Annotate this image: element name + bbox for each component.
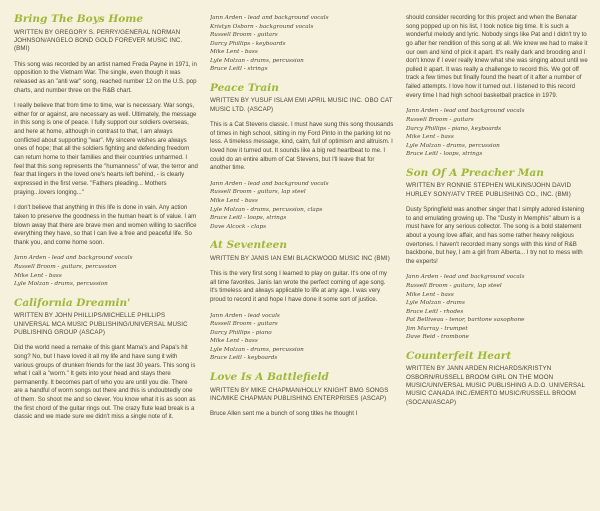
personnel-entry: Bruce Leitl - keyboards (210, 355, 278, 362)
song-section (210, 83, 394, 231)
personnel-entry: Mike Lent - bass (210, 49, 258, 56)
song-section (14, 298, 198, 422)
personnel-entry: Dave Reid - trombone (406, 334, 469, 341)
songwriter-credit: WRITTEN BY JANN ARDEN RICHARDS/KRISTYN OSBORN/RUSSELL BROOM GIRL ON THE MOON MUSIC/UNIVERSAL MUSIC PUBLISHING A.D.O. UNIVERSAL MUSIC CANADA INC./EMERTO MUSIC/RUSSELL BROOM (SOCAN/ASCAP) (406, 365, 585, 406)
personnel-entry: Lyle Molzan - drums, percussion (210, 346, 304, 353)
personnel-entry: Mike Lent - bass (210, 338, 258, 345)
personnel-list (210, 312, 394, 363)
song-note-paragraph: Did the world need a remake of this giant Mama's and Papa's hit song? No, but I have loved it all my life and have sung it with various groups of drunken friends for the last 30 years. This song is what I call a "worm." It gets into your head and stays there permanently. It becomes part of who you are until you die. There are a handful of worm songs out there and this is undoubtedly one of them. So shoot me and so clever. You know what it is as soon as the first chord of the guitar rings out. The crazy flute lead break is a classic and we made sure we didn't miss a single note of it. (14, 344, 196, 421)
personnel-entry: Lyle Molzan - drums (406, 300, 465, 307)
song-title: Son Of A Preacher Man (406, 166, 544, 179)
song-title: Counterfeit Heart (406, 349, 512, 362)
personnel-entry: Mike Lent - bass (210, 198, 258, 205)
song-note-paragraph: Dusty Springfield was another singer that I simply adored listening to and emulating growing up. The "Dusty in Memphis" album is a must have for any serious collector. The song is a bold statement about a young love affair, and has some rather heavy religious overtones. I haven't recorded many songs with this kind of R&B backbone, but hey, I am a girl from Alberta... I try not to mess with the experts! (406, 205, 585, 265)
personnel-entry: Russell Broom - guitars, percussion (14, 263, 117, 270)
song-note-paragraph: should consider recording for this project and when the Benatar song popped up on his list, I took notice big time. It is such a wonderful melody and lyric. Nobody sings like Pat and I didn't try to go after her rendition of this song at all. We knew we had to make it our own and kind of pick it apart. It's really dark and brooding and I don't know if I ever really knew what she was singing about until we pulled it apart. It was really a challenge to record this. We got off track a few times but finally found the heart of it after a number of failed attempts. I love how it turned out. I listened to this record every time I had high school basketball practice in 1979. (406, 14, 588, 99)
personnel-entry: Jann Arden - lead and background vocals (210, 180, 329, 187)
song-section (14, 14, 198, 289)
personnel-list (406, 107, 590, 158)
song-title: Bring The Boys Home (14, 14, 144, 25)
personnel-entry: Pat Belliveau - tenor, baritone saxophone (406, 317, 525, 324)
song-note-paragraph: I don't believe that anything in this life is done in vain. Any action taken to preserve the goodness in the human heart is of value. I am blown away that there are brave men and women willing to sacrifice everything they have, so that I can live a free and peaceful life. So thank you, and come home soon. (14, 204, 197, 246)
song-note-paragraph: I really believe that from time to time, war is necessary. War songs, either for or against, are necessary as well. Ultimately, the message in this song is one of peace. I fully support our soldiers overseas, and here at home, although in contrast to that, I am always conflicted about supporting "war". My sincere wishes are always ones of hope; that all the soldiers fighting and defending freedom can return home to their families and their countries unharmed. I feel that this song represents the "humanness" of war, the terror and fear that lingers in the loved one's hearts left behind, - is clearly expressed in the first verse. "Fathers pleading... Mothers praying...lovers longing..." (14, 102, 198, 196)
personnel-entry: Jim Murray - trumpet (406, 325, 468, 332)
personnel-entry: Jann Arden - lead and background vocals (210, 15, 329, 21)
song-title: Love Is A Battlefield (210, 370, 329, 383)
song-section (406, 168, 590, 342)
personnel-entry: Darcy Phillips - keyboards (210, 40, 286, 47)
personnel-entry: Mike Lent - bass (14, 272, 62, 279)
personnel-entry: Darcy Phillips - piano (210, 329, 272, 336)
song-note-paragraph: Bruce Allen sent me a bunch of song titles he thought I (210, 410, 358, 418)
song-title: California Dreamin' (14, 296, 131, 309)
song-section (406, 14, 590, 159)
column-3 (406, 14, 590, 511)
personnel-entry: Russell Broom - guitars (210, 321, 278, 328)
personnel-entry: Russell Broom - guitars (406, 116, 474, 123)
personnel-entry: Lyle Molzan - drums, percussion (14, 281, 108, 288)
song-section (210, 240, 394, 363)
personnel-list (210, 180, 394, 231)
personnel-entry: Dave Alcock - claps (210, 223, 266, 230)
personnel-entry: Darcy Phillips - piano, keyboards (406, 125, 502, 132)
personnel-entry: Mike Lent - bass (406, 291, 454, 298)
personnel-list (210, 14, 394, 74)
personnel-entry: Lyle Molzan - drums, percussion (406, 142, 500, 149)
song-title: Peace Train (210, 81, 279, 94)
song-section (210, 372, 394, 419)
song-title: At Seventeen (210, 239, 287, 252)
personnel-entry: Jann Arden - lead and background vocals (14, 255, 133, 262)
songwriter-credit: WRITTEN BY MIKE CHAPMAN/HOLLY KNIGHT BMG SONGS INC/MIKE CHAPMAN PUBLISHING ENTERPRISES (ASCAP) (210, 386, 389, 402)
personnel-entry: Jann Arden - lead and background vocals (406, 274, 525, 281)
songwriter-credit: WRITTEN BY RONNIE STEPHEN WILKINS/JOHN DAVID HURLEY SONY/ATV TREE PUBLISHING CO., INC. (BMI) (406, 182, 572, 198)
column-1 (14, 14, 198, 511)
personnel-entry: Russell Broom - guitars, lap steel (406, 282, 502, 289)
personnel-entry: Bruce Leitl - strings (210, 66, 268, 73)
songwriter-credit: WRITTEN BY JOHN PHILLIPS/MICHELLE PHILLIPS UNIVERSAL MCA MUSIC PUBLISHING/UNIVERSAL MUSIC PUBLISHING GROUP (ASCAP) (14, 312, 188, 336)
song-section (406, 351, 590, 407)
personnel-entry: Lyle Molzan - drums, percussion (210, 57, 304, 64)
songwriter-credit: WRITTEN BY GREGORY S. PERRY/GENERAL NORMAN JOHNSON/ANGELO BOND GOLD FOREVER MUSIC INC. (BMI) (14, 28, 183, 53)
personnel-list (406, 273, 590, 341)
personnel-entry: Bruce Leitl - rhodes (406, 308, 464, 315)
song-note-paragraph: This is the very first song I learned to play on guitar. It's one of my all time favorites. Janis Ian wrote the perfect coming of age song. It's timeless and always applicable to life at any age. I was very proud to record it and hope I have done it some sort of justice. (210, 270, 387, 304)
personnel-entry: Bruce Leitl - loops, strings (406, 151, 483, 158)
songwriter-credit: WRITTEN BY JANIS IAN EMI BLACKWOOD MUSIC INC (BMI) (210, 254, 390, 262)
personnel-entry: Lyle Molzan - drums, percussion, claps (210, 206, 323, 213)
column-2 (210, 14, 394, 511)
personnel-list (14, 254, 198, 288)
personnel-entry: Jann Arden - lead vocals (210, 312, 280, 319)
personnel-entry: Jann Arden - lead and background vocals (406, 108, 525, 115)
song-section (210, 14, 394, 74)
personnel-entry: Russell Broom - guitars (210, 32, 278, 39)
song-note-paragraph: This is a Cat Stevens classic. I must have sung this song thousands of times in high school, sitting in my Ford Pinto in the parking lot no less. A timeless message, kind, calm, full of optimism and altruism. I loved how it turned out. It sounds like a big red heartbeat to me. I could do an entire album of Cat Stevens, but I'll leave that for another time. (210, 121, 394, 172)
personnel-entry: Bruce Leitl - loops, strings (210, 215, 287, 222)
songwriter-credit: WRITTEN BY YUSUF ISLAM EMI APRIL MUSIC INC. OBO CAT MUSIC LTD. (ASCAP) (210, 97, 393, 113)
personnel-entry: Russell Broom - guitars, lap steel (210, 189, 306, 196)
personnel-entry: Mike Lent - bass (406, 134, 454, 141)
personnel-entry: Kristyn Osborn - background vocals (210, 23, 314, 30)
song-note-paragraph: This song was recorded by an artist named Freda Payne in 1971, in opposition to the Vietnam War. The single, even though it was released as an "anti war" song, reached number 12 on the U.S. pop charts, and number three on the R&B chart. (14, 60, 197, 94)
